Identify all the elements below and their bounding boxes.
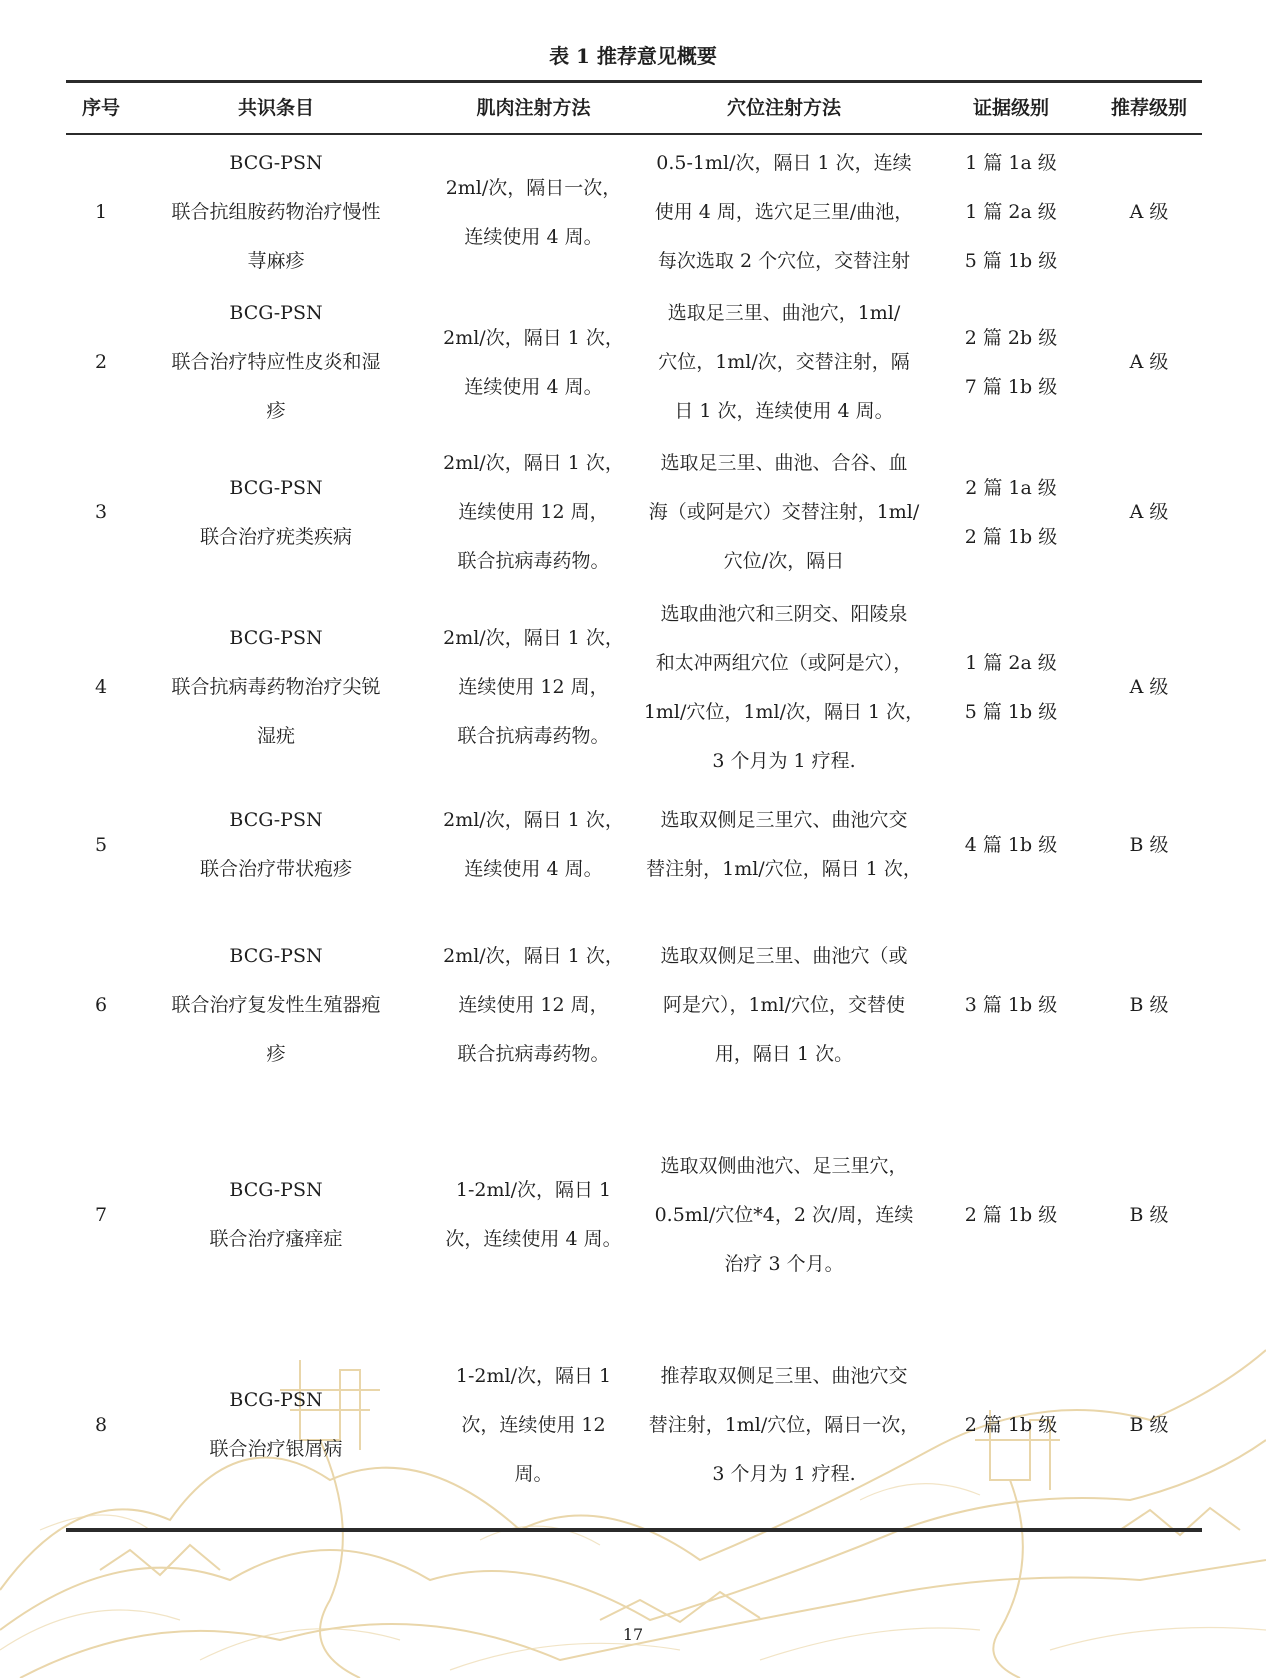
evidence-line: 1 篇 2a 级 xyxy=(965,201,1057,223)
item-line: BCG-PSN xyxy=(229,627,323,649)
row-num: 6 xyxy=(94,993,108,1016)
evidence-line: 2 篇 1b 级 xyxy=(964,1203,1058,1226)
intramuscular-line: 1-2ml/次，隔日 1 xyxy=(455,1179,612,1201)
evidence-line: 2 篇 1b 级 xyxy=(964,525,1058,548)
recommendation-level: B 级 xyxy=(1129,993,1169,1016)
evidence-line: 2 篇 2b 级 xyxy=(964,326,1058,349)
item-line: 疹 xyxy=(266,400,286,422)
intramuscular-line: 2ml/次，隔日 1 次， xyxy=(443,627,624,649)
item-line: BCG-PSN xyxy=(229,1179,323,1201)
header-item: 共识条目 xyxy=(237,97,314,119)
recommendation-level: A 级 xyxy=(1129,351,1169,373)
acupoint-line: 使用 4 周，选穴足三里/曲池， xyxy=(654,201,914,223)
intramuscular-line: 连续使用 12 周， xyxy=(458,993,609,1016)
acupoint-line: 3 个月为 1 疗程. xyxy=(712,749,856,772)
row-num: 7 xyxy=(94,1203,108,1226)
acupoint-line: 阿是穴），1ml/穴位，交替使 xyxy=(662,993,906,1016)
recommendation-level: B 级 xyxy=(1129,1413,1169,1436)
acupoint-line: 选取足三里、曲池、合谷、血 xyxy=(660,452,908,474)
acupoint-line: 用，隔日 1 次。 xyxy=(714,1042,854,1065)
acupoint-line: 穴位，1ml/次，交替注射，隔 xyxy=(658,351,910,373)
item-line: BCG-PSN xyxy=(229,476,323,499)
row-num: 3 xyxy=(94,501,108,523)
intramuscular-line: 次，连续使用 4 周。 xyxy=(445,1228,622,1250)
intramuscular-line: 连续使用 4 周。 xyxy=(464,225,603,248)
intramuscular-line: 2ml/次，隔日 1 次， xyxy=(443,452,624,474)
recommendation-level: B 级 xyxy=(1129,833,1169,856)
intramuscular-line: 联合抗病毒药物。 xyxy=(457,550,610,572)
table-row xyxy=(66,790,1202,900)
item-line: BCG-PSN xyxy=(229,809,323,831)
evidence-line: 7 篇 1b 级 xyxy=(964,375,1058,398)
intramuscular-line: 连续使用 4 周。 xyxy=(464,858,603,880)
item-line: 联合治疗复发性生殖器疱 xyxy=(171,993,381,1016)
intramuscular-line: 周。 xyxy=(514,1462,553,1485)
acupoint-line: 穴位/次，隔日 xyxy=(723,550,845,572)
acupoint-line: 选取曲池穴和三阴交、阳陵泉 xyxy=(660,602,908,625)
table-bottom-rule xyxy=(66,1528,1202,1532)
acupoint-line: 治疗 3 个月。 xyxy=(724,1252,844,1275)
item-line: 湿疣 xyxy=(256,725,295,747)
intramuscular-line: 2ml/次，隔日 1 次， xyxy=(443,944,624,967)
intramuscular-line: 1-2ml/次，隔日 1 xyxy=(455,1364,612,1387)
acupoint-line: 替注射，1ml/穴位，隔日 1 次， xyxy=(646,858,922,880)
acupoint-line: 海（或阿是穴）交替注射，1ml/ xyxy=(648,501,920,523)
acupoint-line: 推荐取双侧足三里、曲池穴交 xyxy=(660,1364,908,1387)
item-line: 联合抗组胺药物治疗慢性 xyxy=(171,201,381,223)
table-row xyxy=(66,590,1202,785)
intramuscular-line: 2ml/次，隔日 1 次， xyxy=(443,326,624,349)
item-line: 荨麻疹 xyxy=(247,250,305,272)
header-num: 序号 xyxy=(81,97,120,119)
item-line: BCG-PSN xyxy=(229,152,323,174)
acupoint-line: 选取足三里、曲池穴，1ml/ xyxy=(667,302,901,324)
item-line: BCG-PSN xyxy=(229,302,323,324)
acupoint-line: 日 1 次，连续使用 4 周。 xyxy=(674,400,894,422)
intramuscular-line: 连续使用 4 周。 xyxy=(464,375,603,398)
evidence-line: 1 篇 2a 级 xyxy=(965,651,1057,674)
header-evidence: 证据级别 xyxy=(972,97,1049,119)
acupoint-line: 和太冲两组穴位（或阿是穴）， xyxy=(655,651,913,674)
table-row xyxy=(66,440,1202,585)
intramuscular-line: 2ml/次，隔日一次， xyxy=(445,176,622,199)
intramuscular-line: 连续使用 12 周， xyxy=(458,501,609,523)
row-num: 1 xyxy=(94,201,108,223)
item-line: 联合治疗银屑病 xyxy=(209,1438,343,1460)
item-line: BCG-PSN xyxy=(229,1389,323,1411)
item-line: 疹 xyxy=(266,1042,286,1065)
evidence-line: 5 篇 1b 级 xyxy=(964,700,1058,723)
table-row xyxy=(66,1140,1202,1290)
page-number: 17 xyxy=(622,1625,644,1644)
header-intramuscular: 肌肉注射方法 xyxy=(476,97,591,119)
row-num: 2 xyxy=(94,351,108,373)
row-num: 5 xyxy=(94,833,108,856)
recommendation-level: A 级 xyxy=(1129,501,1169,523)
evidence-line: 2 篇 1b 级 xyxy=(964,1413,1058,1436)
acupoint-line: 0.5ml/穴位*4，2 次/周，连续 xyxy=(654,1203,914,1226)
table-row xyxy=(66,930,1202,1080)
table-title: 表 1 推荐意见概要 xyxy=(549,44,717,68)
header-acupoint: 穴位注射方法 xyxy=(726,97,841,119)
evidence-line: 3 篇 1b 级 xyxy=(964,993,1058,1016)
row-num: 8 xyxy=(94,1413,108,1436)
acupoint-line: 选取双侧足三里、曲池穴（或 xyxy=(660,944,908,967)
recommendation-level: A 级 xyxy=(1129,201,1169,223)
table-row xyxy=(66,140,1202,285)
table-row xyxy=(66,1350,1202,1500)
item-line: 联合治疗疣类疾病 xyxy=(199,525,352,548)
row-num: 4 xyxy=(94,676,108,698)
item-line: 联合抗病毒药物治疗尖锐 xyxy=(171,676,381,698)
item-line: 联合治疗瘙痒症 xyxy=(209,1228,343,1250)
evidence-line: 2 篇 1a 级 xyxy=(965,476,1057,499)
recommendation-level: A 级 xyxy=(1129,676,1169,698)
header-recommendation: 推荐级别 xyxy=(1110,97,1187,119)
evidence-line: 5 篇 1b 级 xyxy=(964,250,1058,272)
intramuscular-line: 2ml/次，隔日 1 次， xyxy=(443,809,624,831)
intramuscular-line: 连续使用 12 周， xyxy=(458,676,609,698)
evidence-line: 4 篇 1b 级 xyxy=(964,833,1058,856)
acupoint-line: 0.5-1ml/次，隔日 1 次，连续 xyxy=(656,152,912,174)
acupoint-line: 1ml/穴位，1ml/次，隔日 1 次， xyxy=(643,700,925,723)
table-header-row xyxy=(66,83,1202,133)
intramuscular-line: 联合抗病毒药物。 xyxy=(457,725,610,747)
acupoint-line: 3 个月为 1 疗程. xyxy=(712,1462,856,1485)
intramuscular-line: 联合抗病毒药物。 xyxy=(457,1042,610,1065)
item-line: 联合治疗特应性皮炎和湿 xyxy=(171,351,381,373)
item-line: BCG-PSN xyxy=(229,944,323,967)
item-line: 联合治疗带状疱疹 xyxy=(199,858,352,880)
recommendation-level: B 级 xyxy=(1129,1203,1169,1226)
acupoint-line: 选取双侧足三里穴、曲池穴交 xyxy=(660,809,908,831)
acupoint-line: 选取双侧曲池穴、足三里穴， xyxy=(660,1154,908,1177)
table-row xyxy=(66,290,1202,435)
evidence-line: 1 篇 1a 级 xyxy=(965,152,1057,174)
intramuscular-line: 次，连续使用 12 xyxy=(461,1413,606,1436)
acupoint-line: 替注射，1ml/穴位，隔日一次， xyxy=(648,1413,920,1436)
table-header-rule xyxy=(66,133,1202,135)
acupoint-line: 每次选取 2 个穴位，交替注射 xyxy=(657,250,911,272)
